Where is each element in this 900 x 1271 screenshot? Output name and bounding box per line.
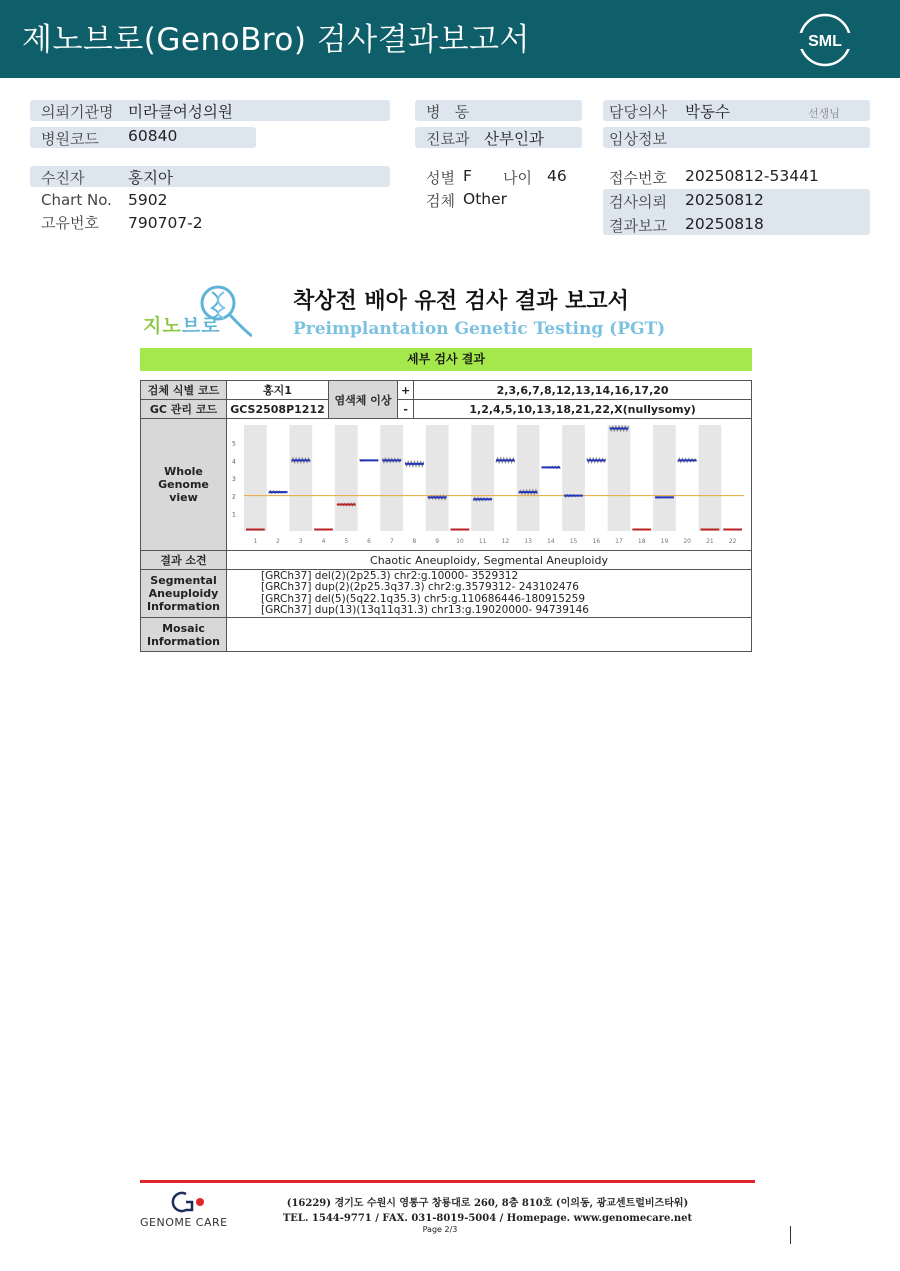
x-tick-label: 4 [321,538,326,545]
x-tick-label: 3 [298,538,303,545]
ward-label: 병 동 [426,103,470,121]
chart-value: 5902 [128,191,168,209]
segmental-line: [GRCh37] dup(13)(13q11q31.3) chr13:g.19020000- 94739146 [261,604,589,616]
loss-sign: - [398,400,414,419]
y-tick-label: 2 [232,493,236,501]
receipt-label: 접수번호 [609,169,667,187]
mosaic-label: Mosaic Information [141,618,227,652]
footer-contact: TEL. 1544-9771 / FAX. 031-8019-5004 / Homepage. www.genomecare.net [282,1213,693,1224]
segmental-line: [GRCh37] dup(2)(2p25.3q37.3) chr2:g.3579312- 243102476 [261,581,579,593]
genome-care-name: GENOME CARE [140,1216,228,1229]
age-value: 46 [547,167,567,185]
department-label: 진료과 [426,130,470,148]
pgt-report [140,270,752,656]
chart-label: Chart No. [41,191,112,209]
mosaic-value [227,618,752,652]
institution-value: 미라클여성의원 [128,103,233,121]
x-tick-label: 10 [456,538,464,545]
x-tick-label: 5 [344,538,349,545]
patient-value: 홍지아 [128,169,173,187]
x-tick-label: 12 [501,538,510,545]
section-title: 세부 검사 결과 [407,352,485,366]
sex-value: F [463,167,472,185]
chromosome-band [471,425,494,531]
sex-label: 성별 [426,169,455,187]
doctor-suffix: 선생님 [808,107,840,120]
footer-address-block [240,1196,735,1226]
y-tick-label: 5 [232,440,236,448]
segmental-line: [GRCh37] del(5)(5q22.1q35.3) chr5:g.110686446-180915259 [261,592,586,605]
whole-genome-chart [228,419,750,547]
clinical-label: 임상정보 [609,130,667,148]
department-value: 산부인과 [484,130,544,148]
hospital-code-value: 60840 [128,127,178,145]
page-title: 제노브로(GenoBro) 검사결과보고서 [22,22,530,58]
patient-label: 수진자 [41,169,85,187]
chromosome-band [608,425,631,531]
sample-code-value: 홍지1 [227,381,329,400]
x-tick-label: 11 [478,538,487,545]
x-tick-label: 22 [728,538,737,545]
receipt-value: 20250812-53441 [685,167,819,185]
report-value: 20250818 [685,215,764,233]
chrom-abn-label: 염색체 이상 [329,381,398,419]
y-tick-label: 3 [232,476,236,483]
x-tick-label: 15 [569,538,578,545]
chromosome-band [244,425,267,531]
page-number: Page 2/3 [422,1225,458,1234]
report-title-en: Preimplantation Genetic Testing (PGT) [293,319,666,339]
specimen-value: Other [463,190,508,208]
x-tick-label: 19 [660,538,669,545]
institution-label: 의뢰기관명 [41,103,114,121]
chromosome-band [380,425,403,531]
wgv-label: Whole Genome view [141,419,227,551]
section-title-bar [140,348,752,371]
x-tick-label: 1 [253,538,258,545]
result-value: Chaotic Aneuploidy, Segmental Aneuploidy [227,551,752,570]
x-tick-label: 13 [524,538,532,545]
loss-chromosomes: 1,2,4,5,10,13,18,21,22,X(nullysomy) [414,400,752,419]
specimen-label: 검체 [426,192,455,210]
chromosome-band [653,425,676,531]
gc-code-value: GCS2508P1212 [227,400,329,419]
x-tick-label: 8 [412,538,417,545]
genobro-logo-text: 지노브로 [143,315,221,337]
y-tick-label: 4 [232,458,236,466]
chromosome-band [699,425,722,531]
chromosome-band [426,425,449,531]
result-table [140,380,752,652]
x-tick-label: 14 [546,538,555,545]
x-tick-label: 18 [637,538,646,545]
chromosome-band [335,425,358,531]
x-tick-label: 2 [276,538,281,545]
x-tick-label: 6 [367,538,371,545]
hospital-code-label: 병원코드 [41,130,99,148]
page-edge-mark [790,1226,791,1244]
unique-label: 고유번호 [41,214,99,232]
x-tick-label: 17 [615,538,623,545]
doctor-value: 박동수 [685,103,730,121]
report-title-ko: 착상전 배아 유전 검사 결과 보고서 [293,289,629,314]
x-tick-label: 21 [706,538,714,545]
footer-divider [140,1180,755,1183]
sml-logo-text: SML [808,33,842,50]
chromosome-band [289,425,312,531]
patient-info [0,0,900,260]
request-label: 검사의뢰 [609,193,667,211]
gain-chromosomes: 2,3,6,7,8,12,13,14,16,17,20 [414,381,752,400]
report-label: 결과보고 [609,217,667,235]
request-value: 20250812 [685,191,764,209]
x-tick-label: 9 [435,538,440,545]
segmental-label: Segmental Aneuploidy Information [141,570,227,618]
x-tick-label: 16 [592,538,601,545]
footer-address: (16229) 경기도 수원시 영통구 창룡대로 260, 8층 810호 (이의동, 광교센트럴비즈타워) [286,1198,689,1209]
segmental-line: [GRCh37] del(2)(2p25.3) chr2:g.10000- 3529312 [261,569,519,582]
result-label: 결과 소견 [141,551,227,570]
doctor-label: 담당의사 [609,103,667,121]
unique-value: 790707-2 [128,214,203,232]
x-tick-label: 20 [683,538,692,545]
age-label: 나이 [503,169,532,187]
chromosome-band [517,425,540,531]
gain-sign: + [398,381,414,400]
gc-code-label: GC 관리 코드 [141,400,227,419]
chromosome-band [562,425,585,531]
x-tick-label: 7 [389,538,394,545]
sample-code-label: 검체 식별 코드 [141,381,227,400]
y-tick-label: 1 [232,511,236,519]
